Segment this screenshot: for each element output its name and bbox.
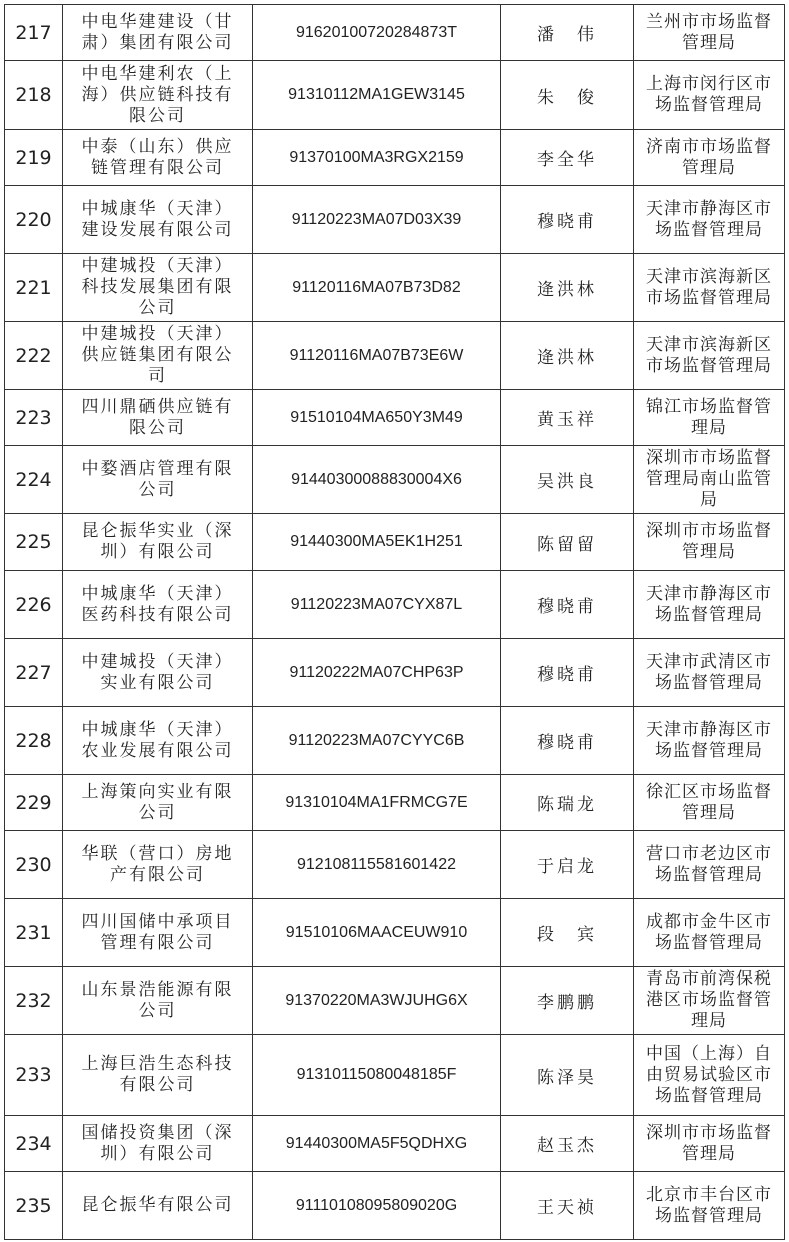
registration-authority-cell: 天津市滨海新区市场监督管理局 xyxy=(634,254,785,322)
legal-representative-cell: 黄玉祥 xyxy=(501,390,634,446)
company-name-cell: 中电华建利农（上海）供应链科技有限公司 xyxy=(63,61,253,130)
registration-authority-cell: 营口市老边区市场监督管理局 xyxy=(634,831,785,899)
table-row xyxy=(5,1035,785,1116)
company-name-cell: 昆仑振华有限公司 xyxy=(63,1172,253,1240)
credit-code-cell: 91370220MA3WJUHG6X xyxy=(253,967,501,1035)
credit-code-cell: 91310104MA1FRMCG7E xyxy=(253,775,501,831)
table-row xyxy=(5,5,785,61)
legal-representative-cell: 穆晓甫 xyxy=(501,571,634,639)
credit-code-cell: 91310115080048185F xyxy=(253,1035,501,1116)
row-number-cell: 225 xyxy=(5,514,63,571)
credit-code-cell: 91120222MA07CHP63P xyxy=(253,639,501,707)
table-row xyxy=(5,254,785,322)
credit-code-cell: 91510104MA650Y3M49 xyxy=(253,390,501,446)
credit-code-cell: 91210811558160142​2 xyxy=(253,831,501,899)
row-number-cell: 230 xyxy=(5,831,63,899)
table-row xyxy=(5,390,785,446)
company-name-cell: 中泰（山东）供应链管理有限公司 xyxy=(63,130,253,186)
row-number-cell: 223 xyxy=(5,390,63,446)
row-number-cell: 235 xyxy=(5,1172,63,1240)
registration-authority-cell: 上海市闵行区市场监督管理局 xyxy=(634,61,785,130)
registration-authority-cell: 深圳市市场监督管理局 xyxy=(634,1116,785,1172)
legal-representative-cell: 潘 伟 xyxy=(501,5,634,61)
legal-representative-cell: 陈泽昊 xyxy=(501,1035,634,1116)
legal-representative-cell: 李鹏鹏 xyxy=(501,967,634,1035)
row-number-cell: 219 xyxy=(5,130,63,186)
row-number-cell: 218 xyxy=(5,61,63,130)
table-row xyxy=(5,61,785,130)
registration-authority-cell: 成都市金牛区市场监督管理局 xyxy=(634,899,785,967)
registration-authority-cell: 天津市滨海新区市场监督管理局 xyxy=(634,322,785,390)
company-name-cell: 中建城投（天津）实业有限公司 xyxy=(63,639,253,707)
credit-code-cell: 91620100720284873T xyxy=(253,5,501,61)
credit-code-cell: 91440300MA5EK1H251 xyxy=(253,514,501,571)
registration-authority-cell: 天津市静海区市场监督管理局 xyxy=(634,571,785,639)
company-name-cell: 中城康华（天津）建设发展有限公司 xyxy=(63,186,253,254)
legal-representative-cell: 赵玉杰 xyxy=(501,1116,634,1172)
legal-representative-cell: 穆晓甫 xyxy=(501,707,634,775)
table-row xyxy=(5,899,785,967)
legal-representative-cell: 于启龙 xyxy=(501,831,634,899)
credit-code-cell: 91440300MA5F5QDHXG xyxy=(253,1116,501,1172)
legal-representative-cell: 朱 俊 xyxy=(501,61,634,130)
company-name-cell: 中婺酒店管理有限公司 xyxy=(63,446,253,514)
table-row xyxy=(5,446,785,514)
table-row xyxy=(5,322,785,390)
registration-authority-cell: 深圳市市场监督管理局南山监管局 xyxy=(634,446,785,514)
company-name-cell: 昆仑振华实业（深圳）有限公司 xyxy=(63,514,253,571)
row-number-cell: 226 xyxy=(5,571,63,639)
credit-code-cell: 91110108095809020G xyxy=(253,1172,501,1240)
credit-code-cell: 91370100MA3RGX2159 xyxy=(253,130,501,186)
row-number-cell: 231 xyxy=(5,899,63,967)
company-name-cell: 中城康华（天津）医药科技有限公司 xyxy=(63,571,253,639)
legal-representative-cell: 逄洪林 xyxy=(501,322,634,390)
table-row xyxy=(5,186,785,254)
table-row xyxy=(5,831,785,899)
credit-code-cell: 91120223MA07CYYC6B xyxy=(253,707,501,775)
table-body xyxy=(5,5,785,1240)
credit-code-cell: 91120116MA07B73D82 xyxy=(253,254,501,322)
legal-representative-cell: 逄洪林 xyxy=(501,254,634,322)
legal-representative-cell: 王天祯 xyxy=(501,1172,634,1240)
registration-authority-cell: 深圳市市场监督管理局 xyxy=(634,514,785,571)
table-row xyxy=(5,967,785,1035)
credit-code-cell: 91120223MA07CYX87L xyxy=(253,571,501,639)
row-number-cell: 229 xyxy=(5,775,63,831)
company-name-cell: 四川国储中承项目管理有限公司 xyxy=(63,899,253,967)
company-name-cell: 山东景浩能源有限公司 xyxy=(63,967,253,1035)
company-name-cell: 中建城投（天津）供应链集团有限公司 xyxy=(63,322,253,390)
credit-code-cell: 91510106MAACEUW910 xyxy=(253,899,501,967)
table-row xyxy=(5,130,785,186)
legal-representative-cell: 吴洪良 xyxy=(501,446,634,514)
registration-authority-cell: 兰州市市场监督管理局 xyxy=(634,5,785,61)
legal-representative-cell: 李全华 xyxy=(501,130,634,186)
company-name-cell: 中电华建建设（甘肃）集团有限公司 xyxy=(63,5,253,61)
legal-representative-cell: 陈留留 xyxy=(501,514,634,571)
row-number-cell: 222 xyxy=(5,322,63,390)
company-name-cell: 上海巨浩生态科技有限公司 xyxy=(63,1035,253,1116)
table-row xyxy=(5,571,785,639)
registration-authority-cell: 中国（上海）自由贸易试验区市场监督管理局 xyxy=(634,1035,785,1116)
company-name-cell: 四川鼎硒供应链有限公司 xyxy=(63,390,253,446)
row-number-cell: 217 xyxy=(5,5,63,61)
table-row xyxy=(5,1172,785,1240)
table-row xyxy=(5,639,785,707)
registration-authority-cell: 锦江市场监督管理局 xyxy=(634,390,785,446)
registration-authority-cell: 徐汇区市场监督管理局 xyxy=(634,775,785,831)
registration-authority-cell: 北京市丰台区市场监督管理局 xyxy=(634,1172,785,1240)
legal-representative-cell: 段 宾 xyxy=(501,899,634,967)
credit-code-cell: 91120116MA07B73E6W xyxy=(253,322,501,390)
registration-authority-cell: 青岛市前湾保税港区市场监督管理局 xyxy=(634,967,785,1035)
registration-authority-cell: 天津市静海区市场监督管理局 xyxy=(634,707,785,775)
table-row xyxy=(5,707,785,775)
registration-authority-cell: 天津市静海区市场监督管理局 xyxy=(634,186,785,254)
table-row xyxy=(5,775,785,831)
credit-code-cell: 91120223MA07D03X39 xyxy=(253,186,501,254)
row-number-cell: 221 xyxy=(5,254,63,322)
company-name-cell: 国储投资集团（深圳）有限公司 xyxy=(63,1116,253,1172)
company-name-cell: 中城康华（天津）农业发展有限公司 xyxy=(63,707,253,775)
registration-authority-cell: 天津市武清区市场监督管理局 xyxy=(634,639,785,707)
legal-representative-cell: 穆晓甫 xyxy=(501,186,634,254)
credit-code-cell: 91310112MA1GEW3145 xyxy=(253,61,501,130)
row-number-cell: 232 xyxy=(5,967,63,1035)
row-number-cell: 224 xyxy=(5,446,63,514)
company-registry-table xyxy=(4,4,785,1240)
company-name-cell: 上海策向实业有限公司 xyxy=(63,775,253,831)
row-number-cell: 227 xyxy=(5,639,63,707)
company-name-cell: 华联（营口）房地产有限公司 xyxy=(63,831,253,899)
row-number-cell: 234 xyxy=(5,1116,63,1172)
table-row xyxy=(5,514,785,571)
legal-representative-cell: 穆晓甫 xyxy=(501,639,634,707)
company-name-cell: 中建城投（天津）科技发展集团有限公司 xyxy=(63,254,253,322)
legal-representative-cell: 陈瑞龙 xyxy=(501,775,634,831)
row-number-cell: 220 xyxy=(5,186,63,254)
registration-authority-cell: 济南市市场监督管理局 xyxy=(634,130,785,186)
row-number-cell: 228 xyxy=(5,707,63,775)
table-row xyxy=(5,1116,785,1172)
row-number-cell: 233 xyxy=(5,1035,63,1116)
credit-code-cell: 91440300088830004X6 xyxy=(253,446,501,514)
